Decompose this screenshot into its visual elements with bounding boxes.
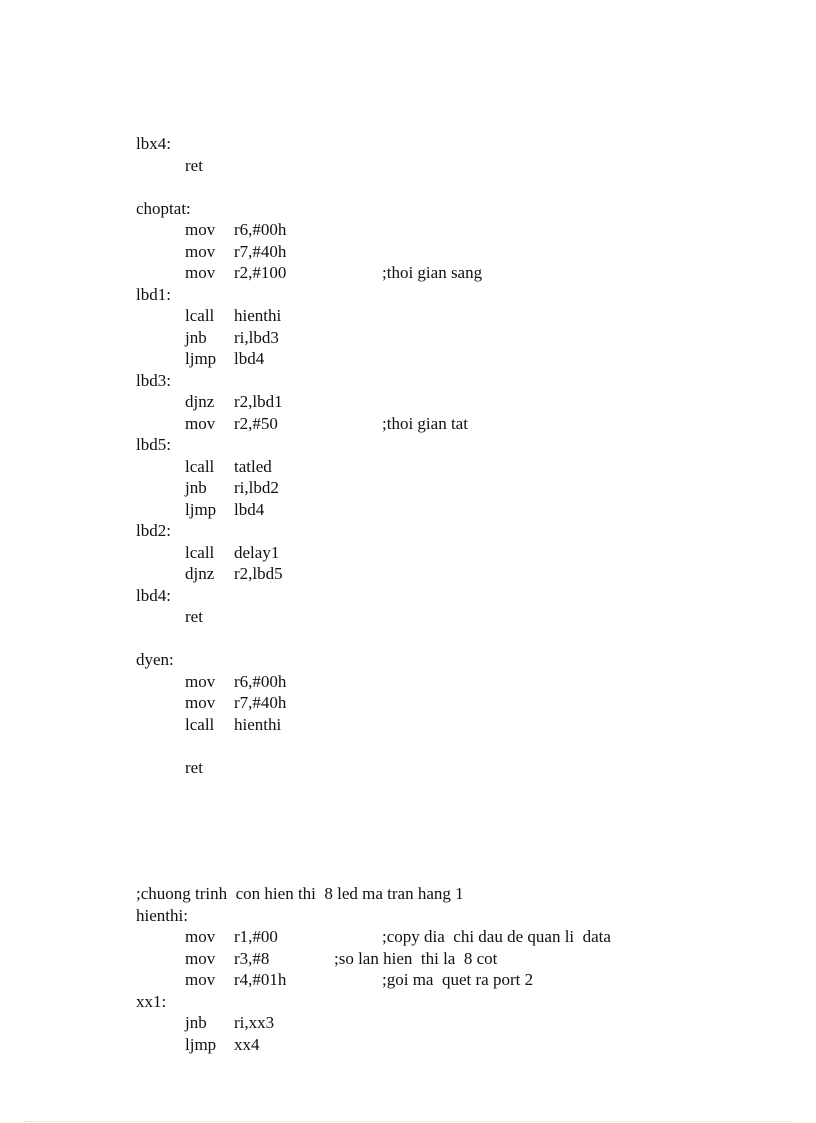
code-label: lbd4: (136, 586, 171, 605)
code-instruction: mov (185, 927, 216, 946)
code-operand: r7,#40h (234, 693, 287, 712)
code-instruction: mov (185, 970, 216, 989)
code-operand: xx4 (234, 1035, 260, 1054)
code-instruction: djnz (185, 564, 215, 583)
code-comment: ;so lan hien thi la 8 cot (334, 949, 498, 968)
code-instruction: mov (185, 949, 216, 968)
code-instruction: ret (185, 758, 203, 777)
code-operand: hienthi (234, 715, 282, 734)
code-instruction: ret (185, 156, 203, 175)
code-operand: ri,lbd2 (234, 478, 279, 497)
code-instruction: ljmp (185, 1035, 217, 1054)
code-label: choptat: (136, 199, 191, 218)
code-operand: r2,lbd5 (234, 564, 283, 583)
code-label: hienthi: (136, 906, 188, 925)
code-operand: r2,lbd1 (234, 392, 283, 411)
code-comment: ;thoi gian sang (382, 263, 483, 282)
code-instruction: lcall (185, 306, 215, 325)
code-instruction: mov (185, 263, 216, 282)
code-label: lbd5: (136, 435, 171, 454)
code-instruction: lcall (185, 543, 215, 562)
code-instruction: ret (185, 607, 203, 626)
code-operand: r2,#50 (234, 414, 278, 433)
code-comment: ;goi ma quet ra port 2 (382, 970, 534, 989)
code-comment: ;copy dia chi dau de quan li data (382, 927, 611, 946)
code-operand: r6,#00h (234, 672, 287, 691)
code-operand: lbd4 (234, 500, 265, 519)
code-instruction: mov (185, 672, 216, 691)
code-operand: ri,xx3 (234, 1013, 275, 1032)
code-instruction: mov (185, 414, 216, 433)
code-operand: ri,lbd3 (234, 328, 279, 347)
code-operand: r4,#01h (234, 970, 287, 989)
code-operand: delay1 (234, 543, 280, 562)
code-instruction: djnz (185, 392, 215, 411)
page-bottom-rule (24, 1121, 792, 1122)
code-operand: hienthi (234, 306, 282, 325)
code-operand: tatled (234, 457, 272, 476)
code-label: dyen: (136, 650, 174, 669)
code-instruction: lcall (185, 715, 215, 734)
code-instruction: mov (185, 220, 216, 239)
code-operand: r3,#8 (234, 949, 270, 968)
code-instruction: ljmp (185, 349, 217, 368)
code-instruction: jnb (185, 328, 207, 347)
code-instruction: jnb (185, 1013, 207, 1032)
code-label: lbd1: (136, 285, 171, 304)
code-label: lbd3: (136, 371, 171, 390)
code-instruction: jnb (185, 478, 207, 497)
code-operand: r7,#40h (234, 242, 287, 261)
code-instruction: mov (185, 242, 216, 261)
code-label: lbx4: (136, 134, 171, 153)
code-instruction: lcall (185, 457, 215, 476)
code-label: xx1: (136, 992, 167, 1011)
code-operand: r2,#100 (234, 263, 287, 282)
code-comment-line: ;chuong trinh con hien thi 8 led ma tran hang 1 (136, 884, 464, 903)
code-label: lbd2: (136, 521, 171, 540)
code-operand: r1,#00 (234, 927, 278, 946)
code-instruction: ljmp (185, 500, 217, 519)
code-operand: r6,#00h (234, 220, 287, 239)
code-operand: lbd4 (234, 349, 265, 368)
code-instruction: mov (185, 693, 216, 712)
code-comment: ;thoi gian tat (382, 414, 468, 433)
